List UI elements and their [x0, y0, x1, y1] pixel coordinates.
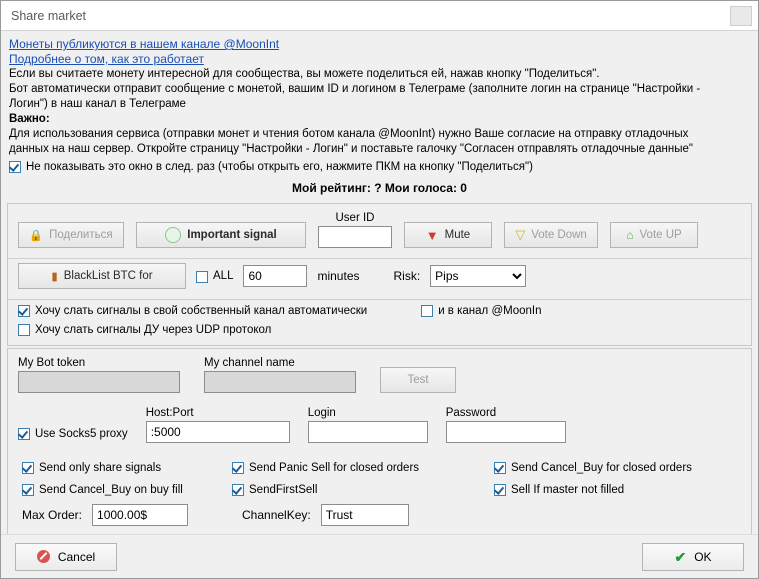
green-circle-icon	[165, 227, 181, 243]
option-label: Send Cancel_Buy on buy fill	[39, 483, 183, 496]
blacklist-button-label: BlackList BTC for	[63, 270, 153, 282]
use-socks5-label: Use Socks5 proxy	[35, 427, 128, 440]
ok-label: OK	[694, 549, 712, 564]
channel-name-label: My channel name	[204, 357, 295, 369]
bot-token-label: My Bot token	[18, 357, 86, 369]
important-signal-label: Important signal	[187, 229, 277, 241]
ok-button[interactable]	[642, 543, 744, 571]
bot-token-row	[8, 349, 751, 403]
my-rating-text: Мой рейтинг: ? Мои голоса: 0	[292, 181, 467, 195]
channelkey-input[interactable]	[321, 504, 409, 526]
user-id-input[interactable]	[318, 226, 392, 248]
hostport-input[interactable]	[146, 421, 290, 443]
cancel-button[interactable]	[15, 543, 117, 571]
option-checkbox[interactable]	[494, 484, 506, 496]
arrow-down-icon: ▼	[425, 227, 439, 243]
password-wrap	[446, 407, 566, 443]
password-input[interactable]	[446, 421, 566, 443]
close-icon[interactable]	[730, 6, 752, 26]
channel-name-wrap	[204, 357, 356, 393]
important-signal-button[interactable]	[136, 222, 306, 248]
hostport-wrap	[146, 407, 290, 443]
test-label: Test	[407, 374, 429, 386]
hostport-label: Host:Port	[145, 407, 194, 419]
test-button[interactable]	[380, 367, 456, 393]
blacklist-all-row[interactable]	[196, 270, 233, 283]
login-input[interactable]	[308, 421, 428, 443]
option-row[interactable]	[494, 461, 741, 474]
own-channel-row[interactable]	[18, 304, 367, 317]
blacklist-all-label: ALL	[213, 270, 234, 282]
info-paragraph-4: Для использования сервиса (отправки монет и чтения ботом канала @MoonInt) нужно Ваше согласие на отправку отладочных	[9, 128, 689, 140]
blacklist-button[interactable]	[18, 263, 186, 289]
max-order-input[interactable]	[92, 504, 188, 526]
udp-row[interactable]	[18, 323, 271, 336]
use-socks5-row[interactable]	[18, 427, 128, 440]
info-paragraph-3: Логин") в наш канал в Телеграме	[9, 98, 186, 110]
option-checkbox[interactable]	[232, 462, 244, 474]
blacklist-minutes-label: minutes	[317, 269, 360, 283]
password-label: Password	[445, 407, 497, 419]
moonin-channel-label: и в канал @MoonIn	[438, 304, 542, 317]
vote-down-label: Vote Down	[531, 229, 587, 241]
footer-bar	[1, 534, 758, 578]
channelkey-label: ChannelKey:	[242, 508, 311, 522]
blacklist-row	[8, 259, 751, 299]
check-icon: ✔	[674, 548, 687, 565]
login-label: Login	[307, 407, 336, 419]
option-checkbox[interactable]	[494, 462, 506, 474]
important-label: Важно:	[9, 113, 50, 125]
options-grid	[8, 453, 751, 502]
bot-token-wrap	[18, 357, 180, 393]
window-title: Share market	[11, 8, 87, 23]
channel-link[interactable]: Монеты публикуются в нашем канале @MoonInt	[9, 37, 280, 51]
vote-up-label: Vote UP	[639, 229, 682, 241]
dont-show-again-checkbox[interactable]	[9, 161, 21, 173]
option-label: Send only share signals	[39, 461, 162, 474]
bot-token-input[interactable]	[18, 371, 180, 393]
info-block	[1, 31, 758, 201]
max-order-label: Max Order:	[22, 508, 83, 522]
risk-select[interactable]	[430, 265, 526, 287]
option-label: Sell If master not filled	[511, 483, 625, 496]
how-it-works-link[interactable]: Подробнее о том, как это работает	[9, 52, 204, 66]
option-label: Send Cancel_Buy for closed orders	[511, 461, 692, 474]
briefcase-icon: ▮	[51, 271, 58, 283]
option-row[interactable]	[22, 483, 232, 496]
own-channel-label: Хочу слать сигналы в свой собственный канал автоматически	[35, 304, 368, 317]
actions-row	[8, 204, 751, 258]
option-checkbox[interactable]	[232, 484, 244, 496]
dont-show-again-row[interactable]	[9, 160, 750, 175]
risk-label: Risk:	[393, 269, 421, 283]
blacklist-minutes-input[interactable]	[243, 265, 307, 287]
option-label: SendFirstSell	[249, 483, 318, 496]
moonin-channel-row[interactable]	[421, 304, 541, 317]
cancel-icon	[37, 550, 50, 563]
option-label: Send Panic Sell for closed orders	[249, 461, 420, 474]
thumb-down-icon: ▽	[515, 227, 526, 242]
option-row[interactable]	[232, 483, 494, 496]
blacklist-all-checkbox[interactable]	[196, 271, 208, 283]
user-id-label: User ID	[335, 212, 375, 224]
udp-checkbox[interactable]	[18, 324, 30, 336]
option-row[interactable]	[22, 461, 232, 474]
vote-down-button[interactable]	[504, 222, 598, 248]
lock-icon: 🔒	[29, 229, 44, 242]
home-icon: ⌂	[626, 228, 634, 242]
mute-label: Mute	[444, 229, 471, 241]
title-bar	[1, 1, 758, 31]
proxy-row	[8, 403, 751, 453]
option-checkbox[interactable]	[22, 484, 34, 496]
signals-row	[8, 300, 751, 345]
option-row[interactable]	[494, 483, 741, 496]
info-paragraph-5: данных на наш сервер. Откройте страницу "Настройки - Логин" и поставьте галочку "Согласен отправлять отладочные данные"	[9, 143, 693, 155]
cancel-label: Cancel	[57, 549, 96, 564]
channel-name-input[interactable]	[204, 371, 356, 393]
login-wrap	[308, 407, 428, 443]
option-row[interactable]	[232, 461, 494, 474]
own-channel-checkbox[interactable]	[18, 305, 30, 317]
mute-button[interactable]	[404, 222, 492, 248]
moonin-channel-checkbox[interactable]	[421, 305, 433, 317]
use-socks5-checkbox[interactable]	[18, 428, 30, 440]
vote-up-button[interactable]	[610, 222, 698, 248]
share-button[interactable]	[18, 222, 124, 248]
bot-settings-group	[7, 348, 752, 537]
share-button-label: Поделиться	[49, 229, 113, 241]
max-order-row	[8, 502, 751, 536]
option-checkbox[interactable]	[22, 462, 34, 474]
info-paragraph-2: Бот автоматически отправит сообщение с монетой, вашим ID и логином в Телеграме (заполните логин на странице "Настройки -	[9, 83, 701, 95]
actions-group	[7, 203, 752, 346]
dont-show-again-label: Не показывать это окно в след. раз (чтобы открыть его, нажмите ПКМ на кнопку "Поделиться")	[26, 161, 533, 173]
user-id-field-wrap	[318, 212, 392, 248]
info-paragraph-1: Если вы считаете монету интересной для сообщества, вы можете поделиться ей, нажав кнопку "Поделиться".	[9, 68, 600, 80]
udp-label: Хочу слать сигналы ДУ через UDP протокол	[35, 323, 272, 336]
